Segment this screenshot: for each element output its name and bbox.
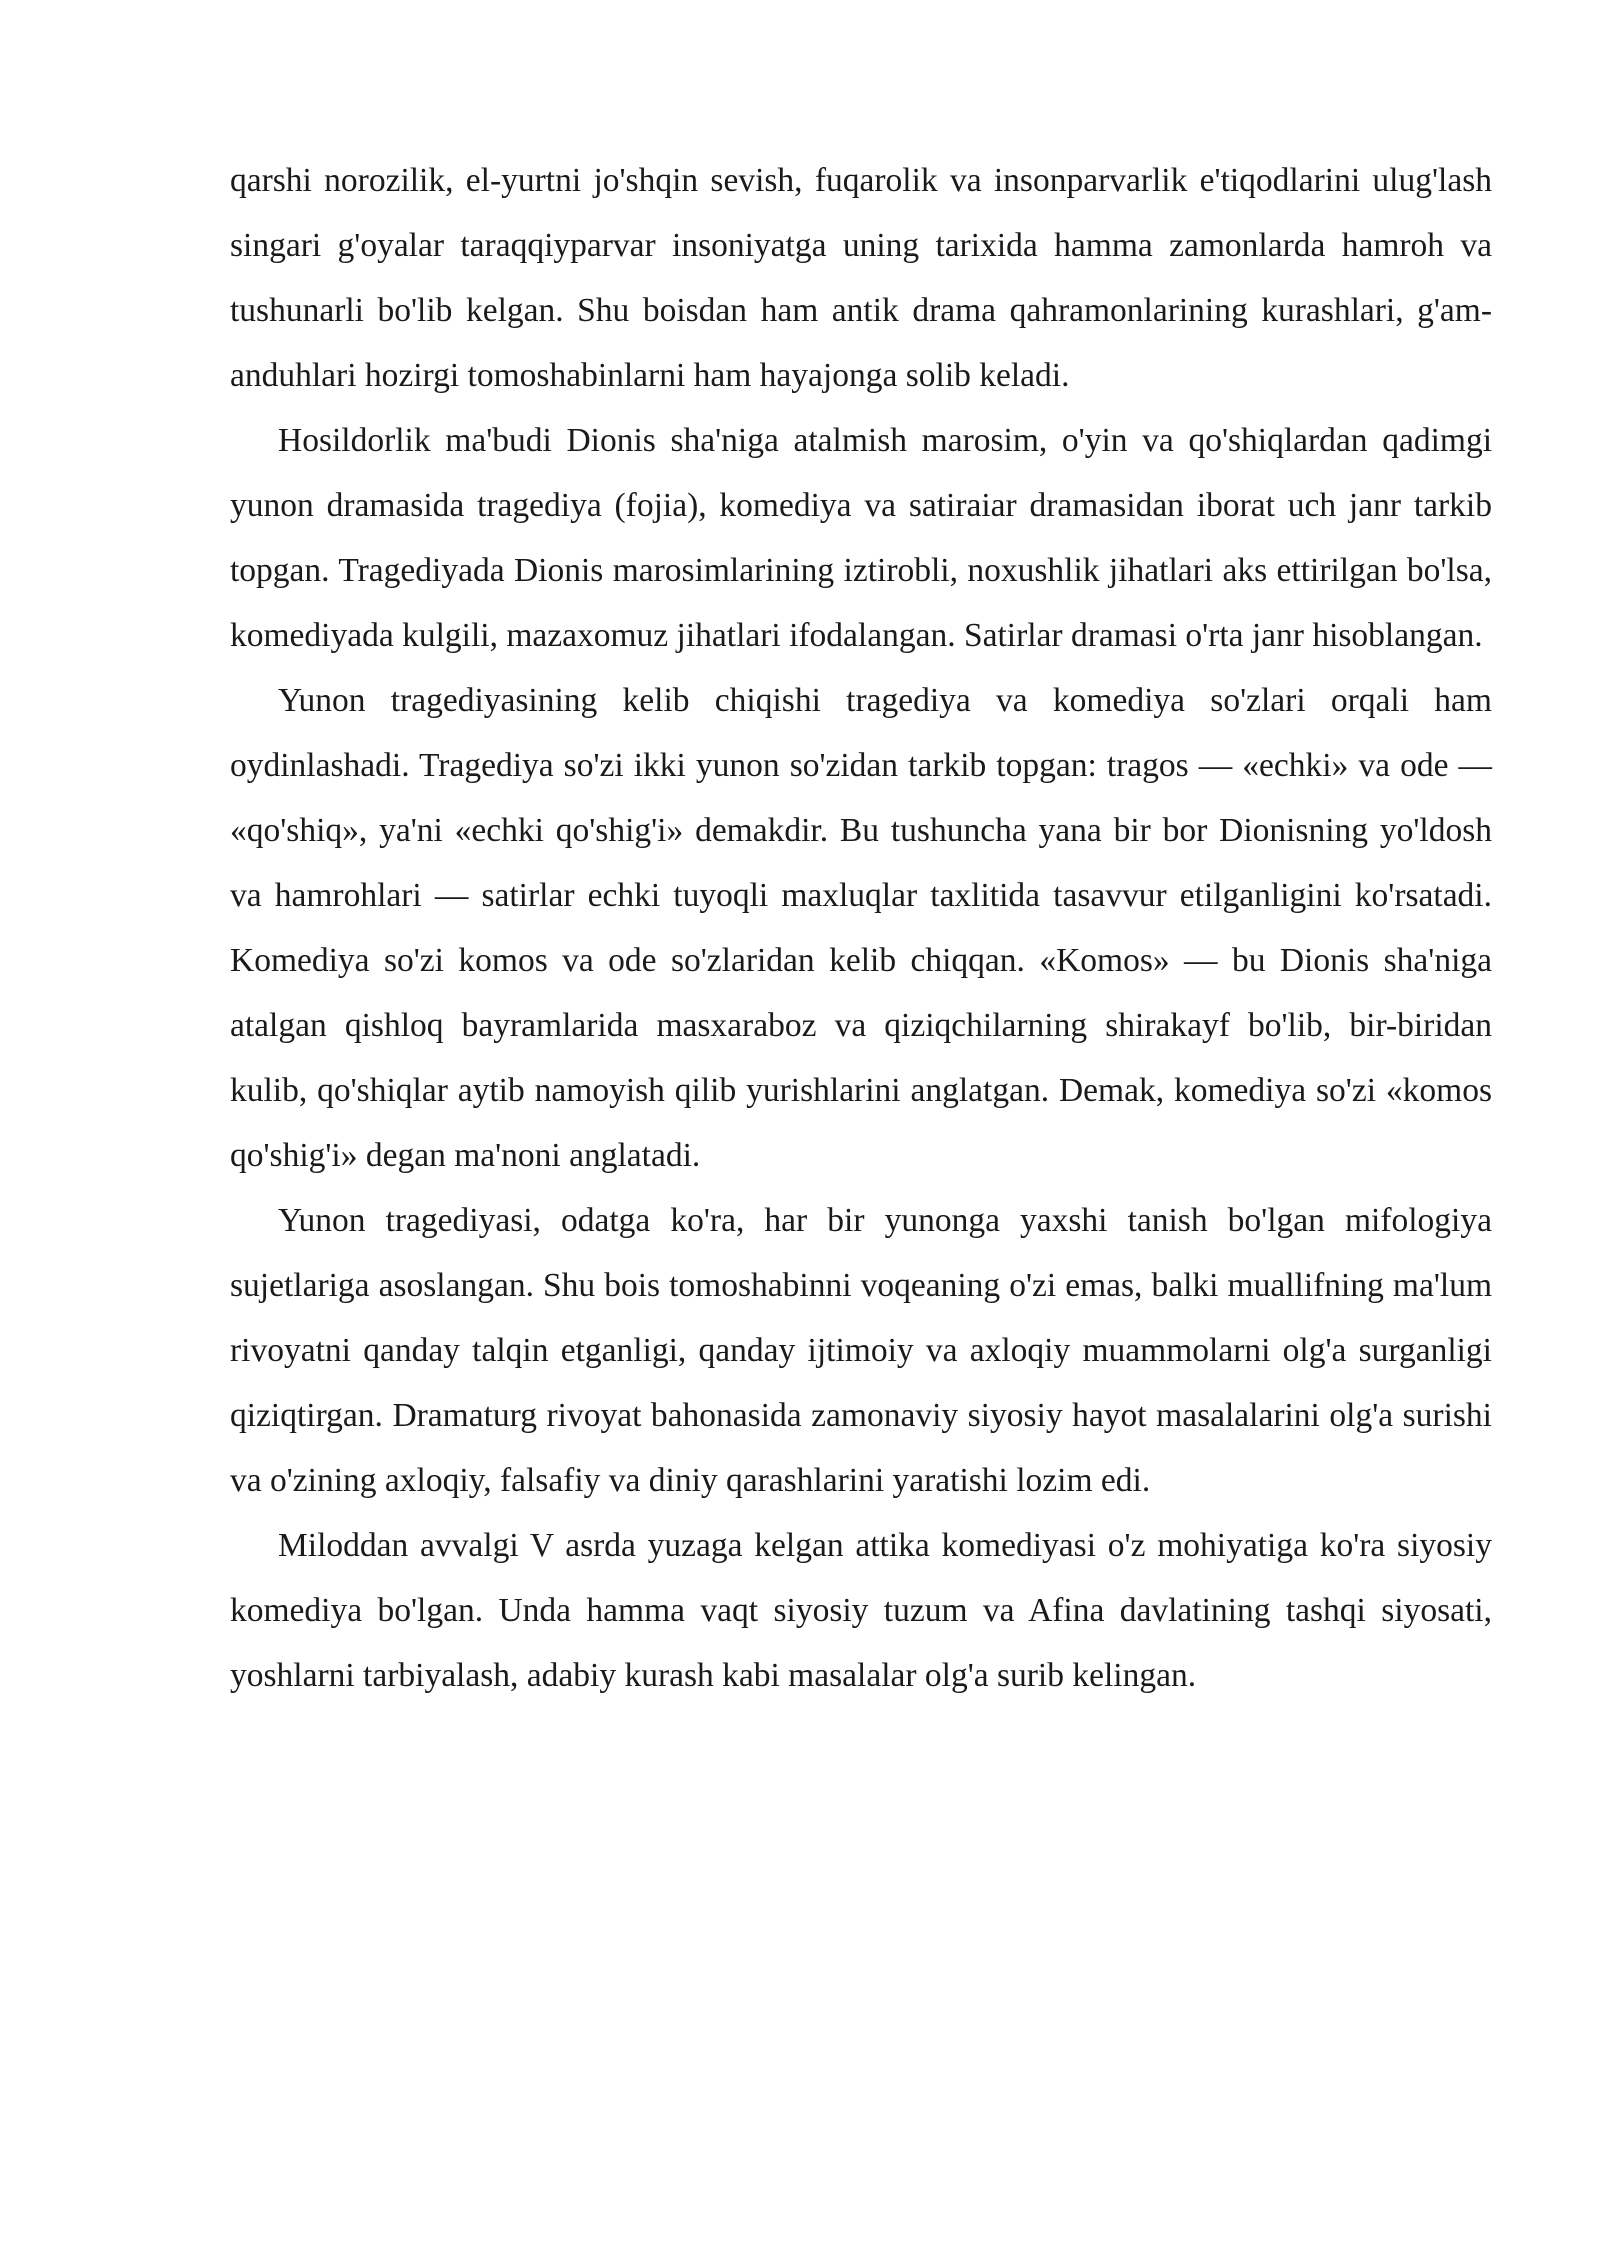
paragraph-3: Yunon tragediyasining kelib chiqishi tragediya va komediya so'zlari orqali ham oydinlashadi. Tragediya so'zi ikki yunon so'zidan tarkib topgan: tragos — «echki» va ode — «qo'shiq», ya'ni «echki qo'shig'i» demakdir. Bu tushuncha yana bir bor Dionisning yo'ldosh va hamrohlari — satirlar echki tuyoqli maxluqlar taxlitida tasavvur etilganligini ko'rsatadi. Komediya so'zi komos va ode so'zlaridan kelib chiqqan. «Komos» — bu Dionis sha'niga atalgan qishloq bayramlarida masxaraboz va qiziqchilarning shirakayf bo'lib, bir-biridan kulib, qo'shiqlar aytib namoyish qilib yurishlarini anglatgan. Demak, komediya so'zi «komos qo'shig'i» degan ma'noni anglatadi.	[230, 682, 1492, 1174]
paragraph-4: Yunon tragediyasi, odatga ko'ra, har bir yunonga yaxshi tanish bo'lgan mifologiya sujetlariga asoslangan. Shu bois tomoshabinni voqeaning o'zi emas, balki muallifning ma'lum rivoyatni qanday talqin etganligi, qanday ijtimoiy va axloqiy muammolarni olg'a surganligi qiziqtirgan. Dramaturg rivoyat bahonasida zamonaviy siyosiy hayot masalalarini olg'a surishi va o'zining axloqiy, falsafiy va diniy qarashlarini yaratishi lozim edi.	[230, 1202, 1492, 1499]
paragraph-2: Hosildorlik ma'budi Dionis sha'niga atalmish marosim, o'yin va qo'shiqlardan qadimgi yunon dramasida tragediya (fojia), komediya va satiraiar dramasidan iborat uch janr tarkib topgan. Tragediyada Dionis marosimlarining iztirobli, noxushlik jihatlari aks ettirilgan bo'lsa, komediyada kulgili, mazaxomuz jihatlari ifodalangan. Satirlar dramasi o'rta janr hisoblangan.	[230, 422, 1492, 654]
body-text	[230, 148, 1492, 1708]
paragraph-5: Miloddan avvalgi V asrda yuzaga kelgan attika komediyasi o'z mohiyatiga ko'ra siyosiy komediya bo'lgan. Unda hamma vaqt siyosiy tuzum va Afina davlatining tashqi siyosati, yoshlarni tarbiyalash, adabiy kurash kabi masalalar olg'a surib kelingan.	[230, 1527, 1492, 1694]
paragraph-1: qarshi norozilik, el-yurtni jo'shqin sevish, fuqarolik va insonparvarlik e'tiqodlarini ulug'lash singari g'oyalar taraqqiyparvar insoniyatga uning tarixida hamma zamonlarda hamroh va tushunarli bo'lib kelgan. Shu boisdan ham antik drama qahramonlarining kurashlari, g'am-anduhlari hozirgi tomoshabinlarni ham hayajonga solib keladi.	[230, 162, 1492, 394]
